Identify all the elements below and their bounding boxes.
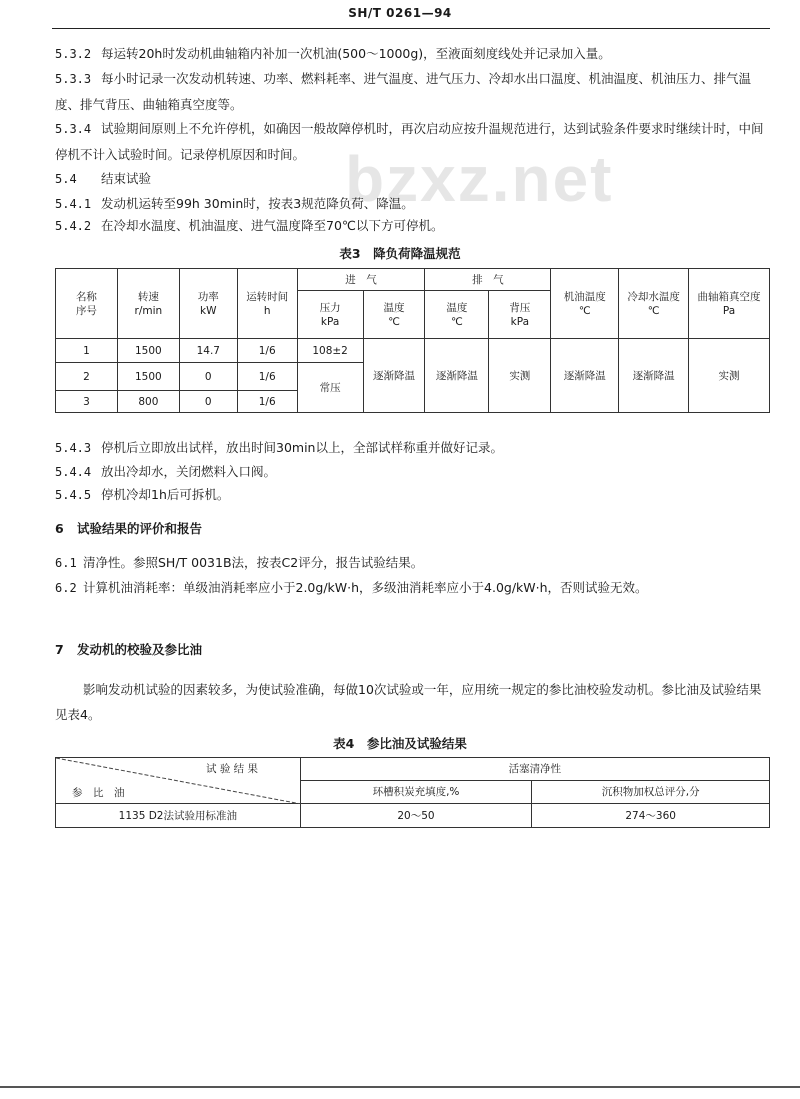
header-etemp-unit: ℃ (451, 315, 463, 328)
table3 (55, 268, 770, 413)
watermark: bzxz.net (345, 143, 614, 215)
header-intake-pressure (297, 291, 363, 339)
header-speed-label: 转速 (137, 290, 159, 303)
header-etemp-label: 温度 (446, 301, 468, 314)
cell-backpressure: 实测 (489, 339, 551, 413)
header-coolant-label: 冷却水温度 (627, 290, 680, 303)
cell-time: 1/6 (237, 363, 297, 391)
section-7-heading (55, 637, 773, 662)
header-time-label: 运转时间 (246, 290, 289, 303)
table-row (56, 339, 770, 363)
header-power (179, 269, 237, 339)
cell-exhaust-temp: 逐渐降温 (425, 339, 489, 413)
clause-number: 5.4.1 (55, 197, 92, 211)
cell-seq: 1 (56, 339, 118, 363)
header-intake-temp (363, 291, 425, 339)
clause-text: 停机后立即放出试样，放出时间30min以上，全部试样称重并做好记录。 (101, 440, 503, 455)
section-number: 7 (55, 642, 64, 657)
cell-intake-temp: 逐渐降温 (363, 339, 425, 413)
cell-oil-temp: 逐渐降温 (551, 339, 619, 413)
clause-text: 每运转20h时发动机曲轴箱内补加一次机油(500～1000g)，至液面刻度线处并记录加入量。 (101, 46, 611, 61)
clause-text: 每小时记录一次发动机转速、功率、燃料耗率、进气温度、进气压力、冷却水出口温度、机油温度、机油压力、排气温度、排气背压、曲轴箱真空度等。 (55, 71, 752, 112)
cell-time: 1/6 (237, 391, 297, 413)
col-header-2: 沉积物加权总评分,分 (532, 781, 770, 804)
header-oil-unit: ℃ (578, 304, 591, 317)
cell-seq: 2 (56, 363, 118, 391)
clause-5-3-2 (55, 41, 773, 67)
clause-number: 5.3.4 (55, 122, 92, 136)
cell-pressure: 108±2 (297, 339, 363, 363)
table4 (55, 757, 770, 828)
header-oil (551, 269, 619, 339)
cell-coolant-temp: 逐渐降温 (619, 339, 689, 413)
header-backp-unit: kPa (510, 315, 529, 328)
header-intake: 进 气 (297, 269, 425, 291)
clause-number: 5.4.5 (55, 488, 92, 502)
diag-bottom-label: 参 比 油 (72, 787, 125, 799)
clause-number: 5.4.3 (55, 441, 92, 455)
header-exhaust: 排 气 (425, 269, 551, 291)
header-power-unit: kW (200, 304, 217, 317)
clause-5-4 (55, 166, 773, 192)
clause-number: 5.4.4 (55, 465, 92, 479)
clause-text: 计算机油消耗率：单级油消耗率应小于2.0g/kW·h，多级油消耗率应小于4.0g/kW·h，否则试验无效。 (83, 580, 648, 595)
cell-value-2: 274～360 (532, 804, 770, 828)
clause-5-4-3 (55, 435, 773, 461)
clause-5-3-3 (55, 66, 773, 117)
clause-text: 在冷却水温度、机油温度、进气温度降至70℃以下方可停机。 (101, 218, 444, 233)
clause-number: 5.4 (55, 172, 77, 186)
clause-number: 6.1 (55, 556, 77, 570)
clause-number: 6.2 (55, 581, 77, 595)
clause-text: 发动机运转至99h 30min时，按表3规范降负荷、降温。 (101, 196, 414, 211)
clause-5-3-4 (55, 116, 773, 167)
header-crankcase-unit: Pa (722, 304, 736, 317)
cell-power: 14.7 (179, 339, 237, 363)
col-header-1: 环槽积炭充填度,% (300, 781, 532, 804)
header-temp-label: 温度 (383, 301, 405, 314)
section-6-heading (55, 516, 773, 541)
header-rule (52, 28, 770, 29)
cell-power: 0 (179, 391, 237, 413)
header-crankcase-label: 曲轴箱真空度 (697, 290, 761, 303)
cell-power: 0 (179, 363, 237, 391)
section-title: 试验结果的评价和报告 (77, 521, 203, 536)
clause-6-1 (55, 550, 773, 576)
header-power-label: 功率 (197, 290, 219, 303)
clause-text: 结束试验 (101, 171, 152, 186)
clause-6-2 (55, 575, 773, 601)
clause-number: 5.3.2 (55, 47, 92, 61)
cell-reference-oil: 1135 D2法试验用标准油 (56, 804, 301, 828)
header-pressure-label: 压力 (319, 301, 341, 314)
header-exhaust-temp (425, 291, 489, 339)
clause-number: 5.4.2 (55, 219, 92, 233)
section-number: 6 (55, 521, 64, 536)
header-time-unit: h (263, 304, 271, 317)
header-coolant (619, 269, 689, 339)
header-time (237, 269, 297, 339)
bottom-rule (0, 1086, 800, 1088)
cell-pressure-merged: 常压 (297, 363, 363, 413)
cell-seq: 3 (56, 391, 118, 413)
diag-top-label: 试 验 结 果 (206, 763, 259, 775)
header-oil-label: 机油温度 (563, 290, 606, 303)
header-pressure-unit: kPa (320, 315, 340, 328)
page-header: SH/T 0261—94 (348, 6, 452, 20)
clause-5-4-5 (55, 482, 773, 508)
cell-speed: 1500 (117, 363, 179, 391)
clause-text: 试验期间原则上不允许停机，如确因一般故障停机时，再次启动应按升温规范进行，达到试验条件要求时继续计时，中间停机不计入试验时间。记录停机原因和时间。 (55, 121, 764, 162)
group-header: 活塞清净性 (300, 758, 769, 781)
section-title: 发动机的校验及参比油 (77, 642, 203, 657)
cell-speed: 1500 (117, 339, 179, 363)
table4-caption: 表4 参比油及试验结果 (333, 736, 467, 751)
header-name-seq (56, 269, 118, 339)
header-speed (117, 269, 179, 339)
header-backp-label: 背压 (509, 301, 531, 314)
cell-speed: 800 (117, 391, 179, 413)
header-coolant-unit: ℃ (647, 304, 660, 317)
diagonal-header-cell (56, 758, 301, 804)
header-seq: 序号 (75, 304, 97, 317)
cell-crankcase: 实测 (689, 339, 770, 413)
header-temp-unit: ℃ (388, 315, 400, 328)
cell-value-1: 20～50 (300, 804, 532, 828)
clause-text: 清净性。参照SH/T 0031B法，按表C2评分，报告试验结果。 (83, 555, 424, 570)
cell-time: 1/6 (237, 339, 297, 363)
clause-5-4-2 (55, 213, 773, 239)
clause-number: 5.3.3 (55, 72, 92, 86)
section-7-paragraph: 影响发动机试验的因素较多，为使试验准确，每做10次试验或一年，应用统一规定的参比油校验发动机。参比油及试验结果见表4。 (55, 682, 762, 722)
header-name: 名称 (75, 290, 97, 303)
table-row (56, 804, 770, 828)
header-crankcase (689, 269, 770, 339)
table3-caption: 表3 降负荷降温规范 (339, 246, 461, 261)
clause-text: 放出冷却水，关闭燃料入口阀。 (101, 464, 277, 479)
clause-text: 停机冷却1h后可拆机。 (101, 487, 230, 502)
header-backpressure (489, 291, 551, 339)
header-speed-unit: r/min (134, 304, 163, 317)
